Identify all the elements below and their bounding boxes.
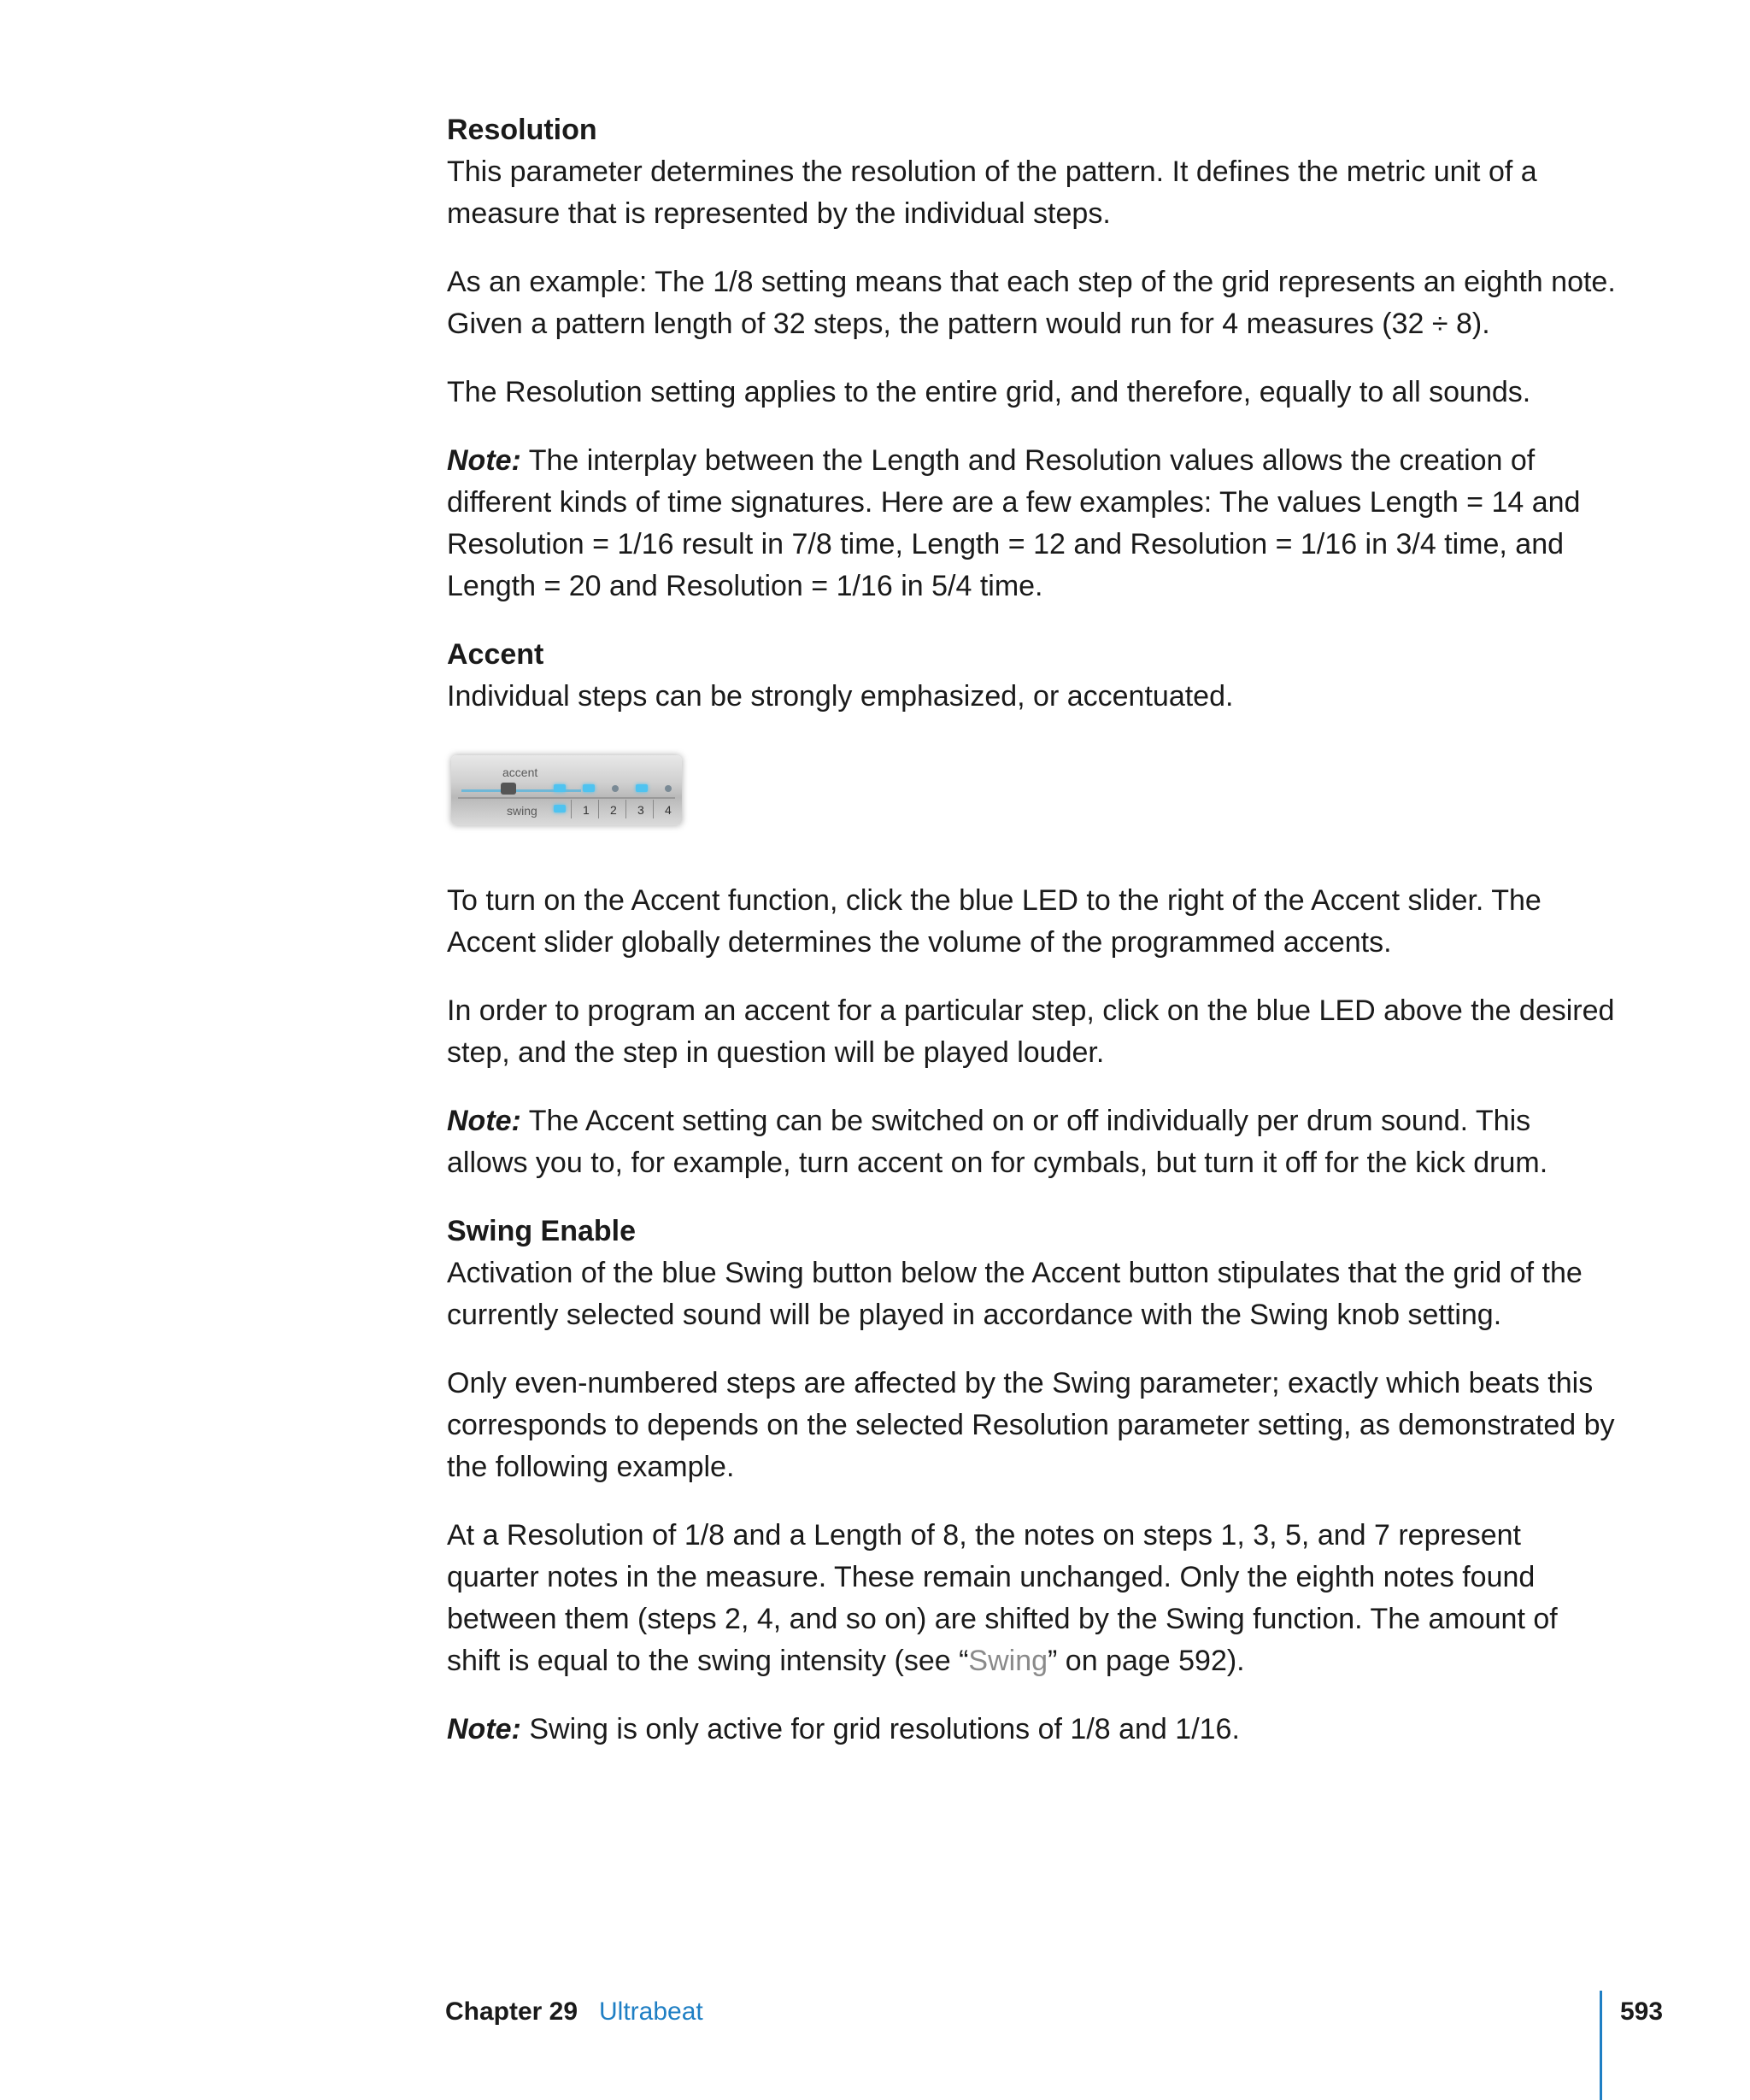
swing-paragraph-3 [447, 1515, 1618, 1682]
divider-line [458, 797, 675, 799]
note-text: The interplay between the Length and Resolution values allows the creation of different kinds of time signatures. Here are a few examples: The values Length = 14 and Resolution = 1/16 result in 7/8 time, Length = 12 and Resolution = 1/16 in 3/4 time, and Length = 20 and Resolution = 1/16 in 5/4 time. [447, 444, 1581, 602]
swing-label: swing [507, 804, 537, 818]
resolution-paragraph-1: This parameter determines the resolution of the pattern. It defines the metric unit of a measure that is represented by the individual steps. [447, 155, 1537, 230]
step-separator [598, 800, 599, 818]
footer-page-number: 593 [1620, 1997, 1664, 2026]
footer-divider [1600, 1991, 1602, 2100]
swing-paragraph-1: Activation of the blue Swing button below the Accent button stipulates that the grid of the currently selected sound will be played in accordance with the Swing knob setting. [447, 1257, 1583, 1331]
accent-note [447, 1100, 1618, 1184]
accent-paragraph-3: In order to program an accent for a particular step, click on the blue LED above the desired step, and the step in question will be played louder. [447, 994, 1615, 1069]
resolution-paragraph-3: The Resolution setting applies to the entire grid, and therefore, equally to all sounds. [447, 376, 1531, 408]
note-label: Note: [447, 1713, 521, 1745]
step-separator [571, 800, 572, 818]
resolution-note [447, 440, 1618, 607]
accent-led [554, 784, 566, 792]
note-text: The Accent setting can be switched on or off individually per drum sound. This allows you to, for example, turn accent on for cymbals, but turn it off for the kick drum. [447, 1105, 1548, 1179]
swing-paragraph-3-text-end: ” on page 592). [1048, 1645, 1245, 1677]
step-number: 3 [637, 803, 644, 817]
swing-led [554, 805, 566, 812]
swing-cross-reference-link[interactable]: Swing [968, 1645, 1048, 1677]
step-separator [653, 800, 654, 818]
swing-paragraph-2: Only even-numbered steps are affected by the Swing parameter; exactly which beats this corresponds to depends on the selected Resolution parameter setting, as demonstrated by the following example. [447, 1367, 1615, 1483]
step-separator [625, 800, 626, 818]
step-dot [665, 785, 672, 792]
resolution-paragraph-2: As an example: The 1/8 setting means that each step of the grid represents an eighth note. Given a pattern length of 32 steps, the pattern would run for 4 measures (32 ÷ 8). [447, 266, 1616, 340]
page-body [447, 109, 1618, 1777]
step-number: 2 [610, 803, 617, 817]
note-text: Swing is only active for grid resolutions of 1/8 and 1/16. [520, 1713, 1240, 1745]
step-led [636, 784, 648, 792]
step-number: 1 [583, 803, 590, 817]
heading-swing-enable: Swing Enable [447, 1215, 637, 1247]
step-led [583, 784, 595, 792]
note-label: Note: [447, 1105, 521, 1137]
accent-paragraph-1: Individual steps can be strongly emphasized, or accentuated. [447, 680, 1234, 713]
accent-paragraph-2: To turn on the Accent function, click the blue LED to the right of the Accent slider. The Accent slider globally determines the volume of the programmed accents. [447, 884, 1542, 959]
swing-note [447, 1709, 1618, 1751]
step-dot [612, 785, 619, 792]
step-number: 4 [665, 803, 672, 817]
note-label: Note: [447, 444, 521, 477]
accent-swing-widget-image [451, 755, 682, 825]
accent-slider-knob [501, 783, 516, 795]
accent-label: accent [502, 766, 538, 779]
heading-resolution: Resolution [447, 114, 597, 146]
heading-accent: Accent [447, 638, 544, 671]
footer-chapter-number: Chapter 29 [445, 1997, 578, 2026]
swing-paragraph-3-text: At a Resolution of 1/8 and a Length of 8, the notes on steps 1, 3, 5, and 7 represent quarter notes in the measure. These remain unchanged. Only the eighth notes found between them (steps 2, 4, and so on) are shifted by the Swing function. The amount of shift is equal to the swing intensity (see “ [447, 1519, 1558, 1677]
footer-chapter-title: Ultrabeat [599, 1997, 703, 2026]
